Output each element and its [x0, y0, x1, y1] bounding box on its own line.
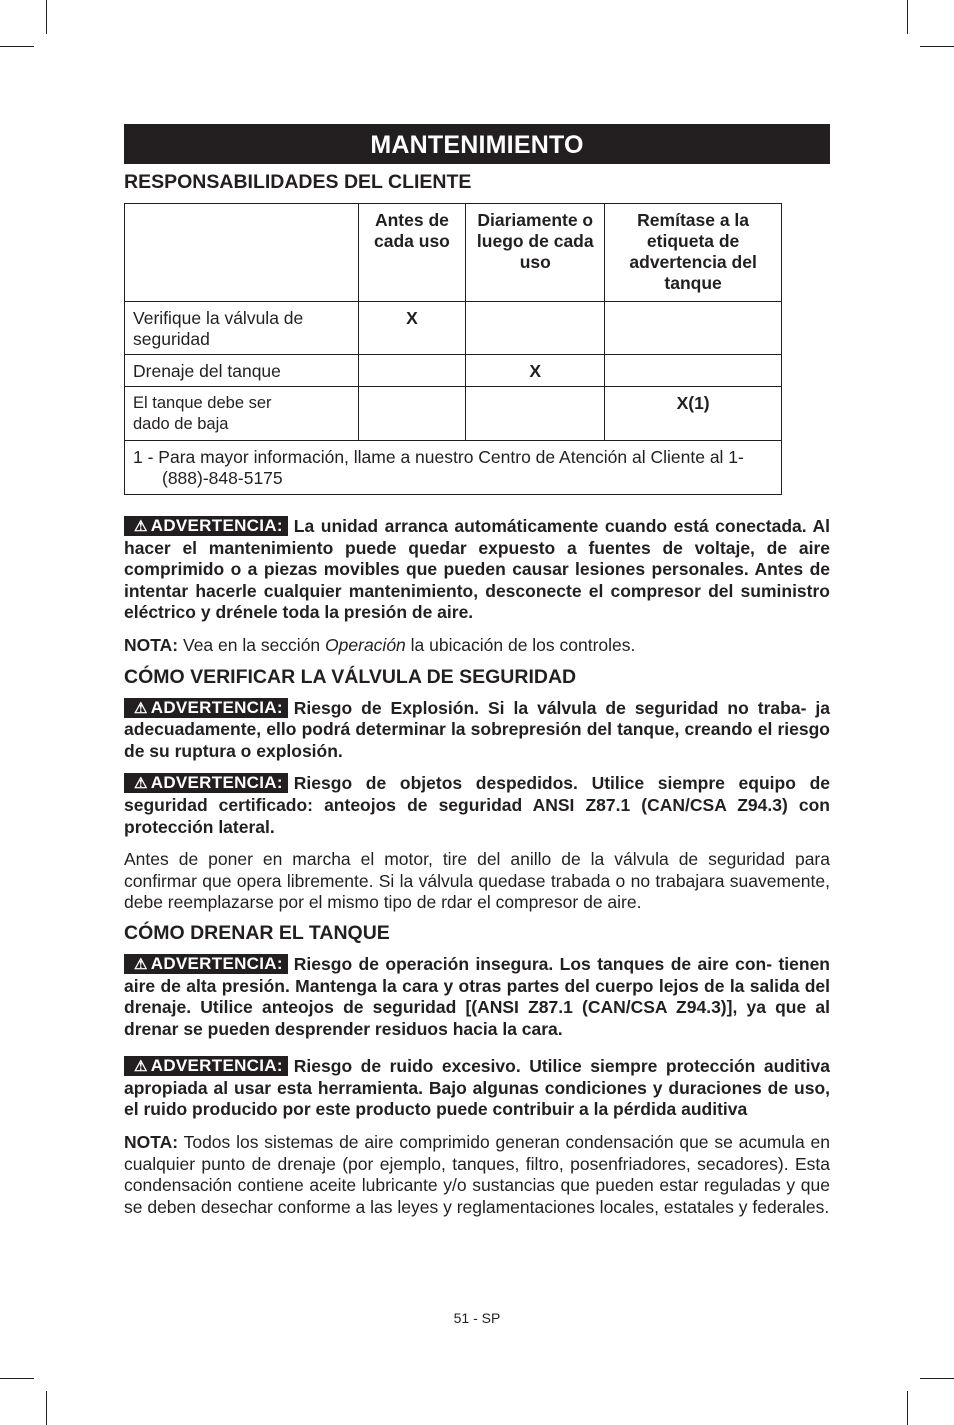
table-header-cell: [125, 204, 359, 302]
warning-triangle-icon: ⚠: [134, 518, 148, 535]
warning-triangle-icon: ⚠: [134, 955, 148, 973]
warning-badge: ⚠ ADVERTENCIA:: [124, 954, 288, 974]
crop-mark: [920, 1378, 954, 1379]
table-row: [125, 355, 782, 387]
warning-badge: ⚠ ADVERTENCIA:: [124, 1056, 288, 1076]
warning-badge: ⚠ ADVERTENCIA:: [124, 773, 288, 793]
table-cell-mark: X: [466, 355, 605, 387]
note-text: Vea en la sección: [182, 634, 321, 655]
warning-text: La unidad arranca automáticamente cuando está conectada. Al hacer el mantenimiento puede quedar expuesto a fuentes de voltaje, de aire comprimido o a piezas movibles que pueden causar lesiones personales. Antes de intentar hacerle cualquier mantenimiento, desconecte el compresor del suministro eléctrico y drénele toda la presión de aire.: [124, 516, 830, 623]
warning-text: Riesgo de ruido excesivo. Utilice siempre protección auditiva apropiada al usar esta herramienta. Bajo algunas condiciones y duraciones de uso, el ruido producido por este producto puede contribuir a la pérdida auditiva: [124, 1056, 830, 1120]
warning-paragraph: [124, 698, 830, 763]
note-emphasis: Operación: [325, 634, 406, 655]
table-footnote-row: [125, 441, 782, 495]
table-cell-mark: [605, 302, 782, 355]
warning-text: Riesgo de Explosión. Si la válvula de seguridad no traba- ja adecuadamente, ello podrá determinar la sobrepresión del tanque, creando el riesgo de su ruptura o explosión.: [124, 697, 830, 761]
table-footnote: 1 - Para mayor información, llame a nuestro Centro de Atención al Cliente al 1-(888)-848-5175: [133, 447, 744, 488]
table-cell-mark: [466, 387, 605, 441]
warning-badge: ⚠ ADVERTENCIA:: [124, 698, 288, 718]
warning-text: Riesgo de objetos despedidos. Utilice siempre equipo de seguridad certificado: anteojos de seguridad ANSI Z87.1 (CAN/CSA Z94.3) con protección lateral.: [124, 773, 830, 837]
crop-mark: [0, 1378, 34, 1379]
note-paragraph: [124, 635, 830, 657]
maintenance-table: [124, 203, 782, 495]
section-heading-drain: CÓMO DRENAR EL TANQUE: [124, 921, 390, 944]
table-row: [125, 302, 782, 355]
page-title: MANTENIMIENTO: [124, 124, 830, 164]
warning-badge: ⚠ ADVERTENCIA:: [124, 516, 288, 536]
warning-triangle-icon: ⚠: [134, 699, 148, 717]
section-heading-responsibilities: RESPONSABILIDADES DEL CLIENTE: [124, 171, 472, 193]
note-paragraph: [124, 1132, 830, 1218]
page-content: [124, 124, 830, 1218]
page-number: 51 - SP: [453, 1310, 501, 1326]
warning-triangle-icon: ⚠: [134, 1058, 148, 1076]
warning-triangle-icon: ⚠: [134, 775, 148, 793]
note-label: NOTA:: [124, 634, 179, 655]
section-heading-valve: CÓMO VERIFICAR LA VÁLVULA DE SEGURIDAD: [124, 665, 577, 688]
table-cell-task: Drenaje del tanque: [125, 355, 359, 387]
warning-paragraph: [124, 516, 830, 624]
table-header-cell: Antes de cada uso: [358, 204, 466, 302]
warning-paragraph: [124, 773, 830, 838]
table-row: [125, 387, 782, 441]
note-label: NOTA:: [124, 1132, 179, 1153]
table-cell-task: Verifique la válvula de seguridad: [125, 302, 359, 355]
valve-paragraph: Antes de poner en marcha el motor, tire del anillo de la válvula de seguridad para confirmar que opera libremente. Si la válvula quedase trabada o no trabajara suavemente, debe reemplazarse por el mismo tipo de rdar el compresor de aire.: [124, 849, 830, 913]
table-cell-mark: X(1): [605, 387, 782, 441]
crop-mark: [46, 0, 47, 34]
crop-mark: [907, 1391, 908, 1425]
note-text: la ubicación de los controles.: [410, 634, 636, 655]
table-footnote-cell: [125, 441, 782, 495]
crop-mark: [46, 1391, 47, 1425]
warning-text: Riesgo de operación insegura. Los tanques de aire con- tienen aire de alta presión. Mantenga la cara y otras partes del cuerpo lejos de la salida del drenaje. Utilice anteojos de seguridad [(ANSI Z87.1 (CAN/CSA Z94.3)], ya que al drenar se pueden desprender residuos hacia la cara.: [124, 953, 830, 1039]
table-cell-mark: [605, 355, 782, 387]
table-cell-mark: [466, 302, 605, 355]
table-cell-task: El tanque debe ser dado de baja: [125, 387, 359, 441]
note-text: Todos los sistemas de aire comprimido generan condensación que se acumula en cualquier punto de drenaje (por ejemplo, tanques, filtro, posenfriadores, secadores). Esta condensación contiene aceite lubricante y/o sustancias que pueden estar reguladas y que se deben desechar conforme a las leyes y reglamentaciones locales, estatales y federales.: [124, 1132, 831, 1217]
crop-mark: [920, 46, 954, 47]
table-header-cell: Remítase a la etiqueta de advertencia del tanque: [605, 204, 782, 302]
table-cell-mark: [358, 387, 466, 441]
table-cell-mark: [358, 355, 466, 387]
warning-paragraph: [124, 954, 830, 1040]
crop-mark: [907, 0, 908, 34]
crop-mark: [0, 46, 34, 47]
table-header-cell: Diariamente o luego de cada uso: [466, 204, 605, 302]
warning-paragraph: [124, 1056, 830, 1121]
table-header-row: [125, 204, 782, 302]
table-cell-mark: X: [358, 302, 466, 355]
